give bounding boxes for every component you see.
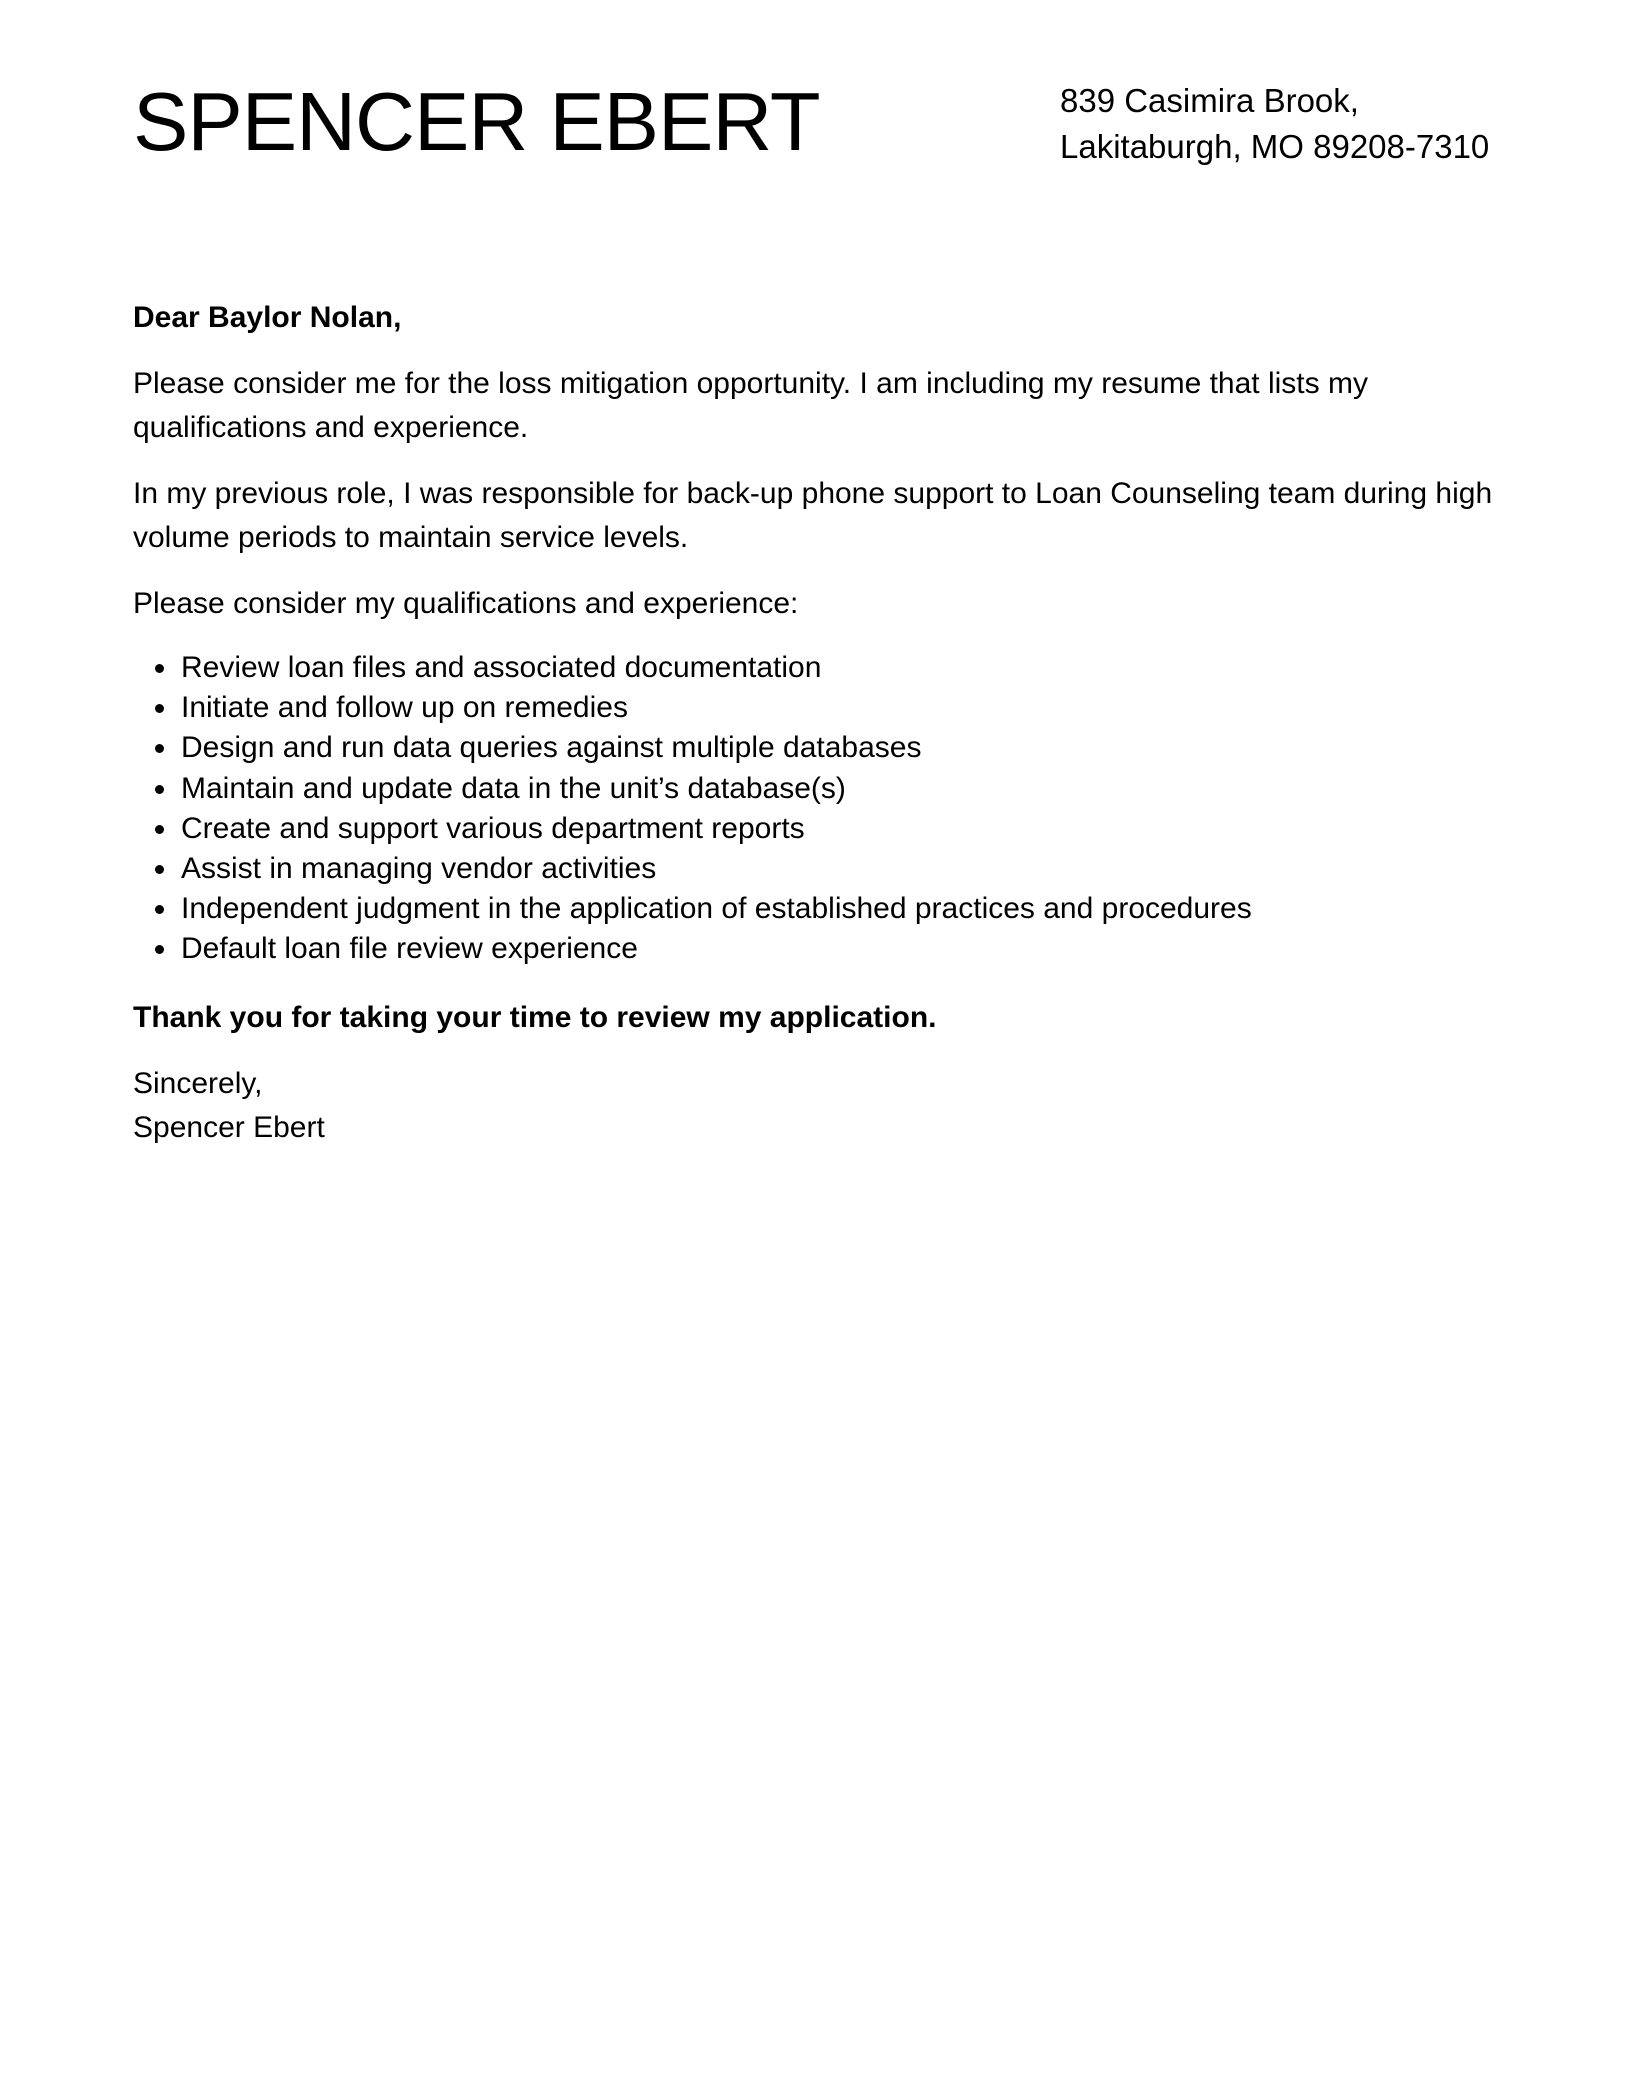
- qualifications-list: [133, 648, 1503, 970]
- applicant-address: [1060, 78, 1489, 170]
- list-item-text: Maintain and update data in the unit’s database(s): [181, 771, 846, 805]
- signature-name: Spencer Ebert: [133, 1110, 325, 1144]
- bullet-icon: [155, 785, 164, 794]
- address-line-2: Lakitaburgh, MO 89208-7310: [1060, 128, 1490, 165]
- list-item: [133, 809, 1503, 849]
- list-item: [133, 889, 1503, 929]
- list-item: [133, 769, 1503, 809]
- list-item-text: Independent judgment in the application of established practices and procedures: [181, 892, 1252, 926]
- address-line-1: 839 Casimira Brook,: [1060, 82, 1359, 119]
- salutation: Dear Baylor Nolan,: [133, 301, 402, 334]
- applicant-name: SPENCER EBERT: [133, 75, 820, 168]
- list-item-text: Create and support various department reports: [181, 811, 805, 845]
- list-item: [133, 728, 1503, 768]
- qualifications-intro: Please consider my qualifications and experience:: [133, 587, 799, 620]
- bullet-icon: [155, 905, 164, 914]
- bullet-icon: [155, 704, 164, 713]
- bullet-icon: [155, 945, 164, 954]
- list-item: [133, 648, 1503, 688]
- bullet-icon: [155, 664, 164, 673]
- list-item-text: Design and run data queries against multiple databases: [181, 731, 922, 765]
- list-item-text: Default loan file review experience: [181, 932, 638, 966]
- signoff: [133, 1062, 1503, 1150]
- bullet-icon: [155, 744, 164, 753]
- closing: Sincerely,: [133, 1066, 263, 1100]
- list-item: [133, 688, 1503, 728]
- bullet-icon: [155, 825, 164, 834]
- list-item-text: Assist in managing vendor activities: [181, 852, 657, 886]
- list-item: [133, 849, 1503, 889]
- list-item-text: Initiate and follow up on remedies: [181, 691, 628, 725]
- list-item-text: Review loan files and associated documentation: [181, 651, 822, 684]
- thank-you-line: Thank you for taking your time to review my application.: [133, 1000, 937, 1034]
- intro-paragraph: Please consider me for the loss mitigation opportunity. I am including my resume that lists my qualifications and experience.: [133, 367, 1368, 444]
- previous-role-paragraph: In my previous role, I was responsible for back-up phone support to Loan Counseling team during high volume periods to maintain service levels.: [133, 477, 1493, 554]
- list-item: [133, 929, 1503, 969]
- bullet-icon: [155, 865, 164, 874]
- letter-body: [133, 296, 1503, 1150]
